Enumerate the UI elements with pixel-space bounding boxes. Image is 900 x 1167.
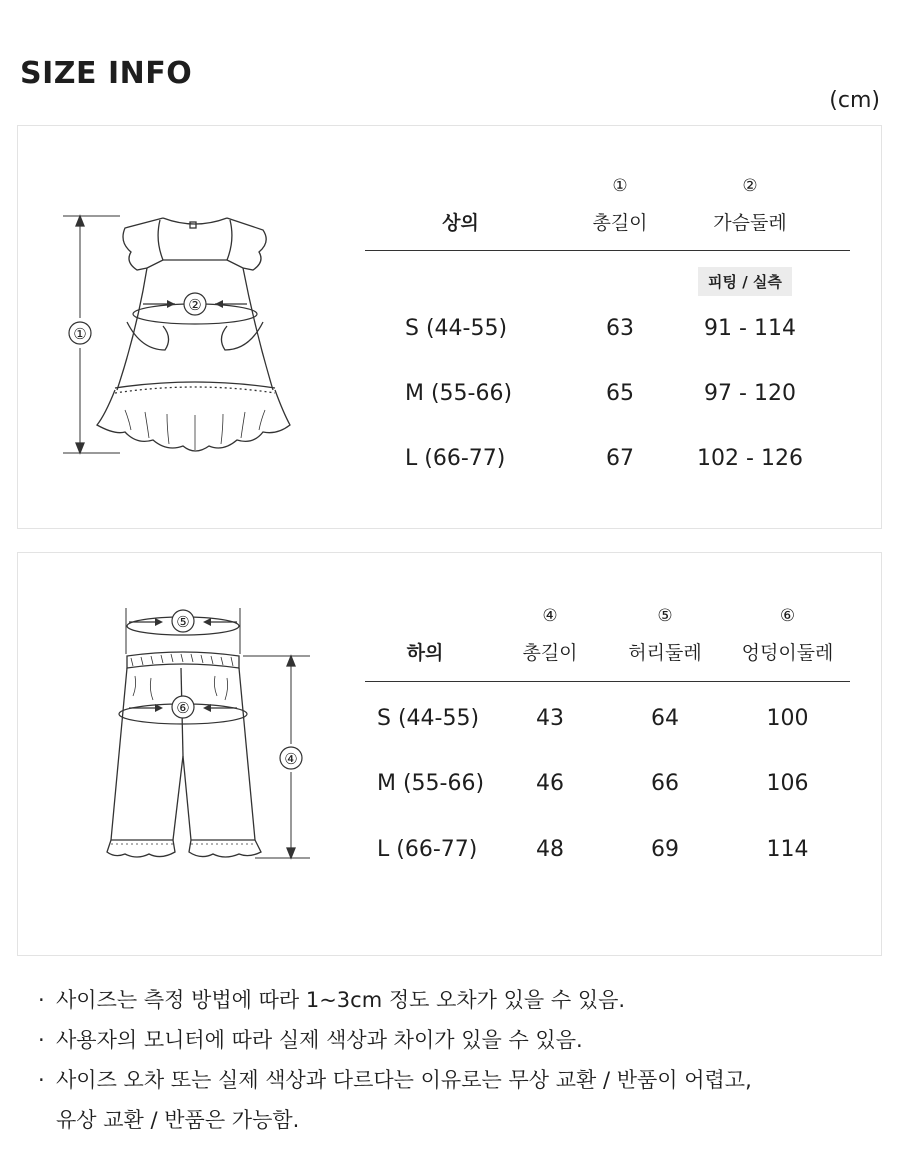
unit-label: (cm) xyxy=(829,88,880,113)
note-continuation: 유상 교환 / 반품은 가능함. xyxy=(56,1108,300,1132)
col-number-length-bottom: ④ xyxy=(542,606,558,626)
note-item xyxy=(38,980,878,1020)
col-header-bottom: 하의 xyxy=(406,642,444,664)
col-number-waist: ⑤ xyxy=(657,606,673,626)
row-size-m-bottom: M (55-66) xyxy=(377,771,485,796)
length-marker: ① xyxy=(73,325,87,343)
row-length-s-bottom: 43 xyxy=(536,706,564,731)
col-header-length: 총길이 xyxy=(592,212,648,234)
col-number-length: ① xyxy=(612,176,628,196)
row-hip-l: 114 xyxy=(766,837,809,862)
row-length-l: 67 xyxy=(606,446,634,471)
dress-illustration xyxy=(45,200,310,480)
row-waist-l: 69 xyxy=(651,837,679,862)
note-item xyxy=(38,1020,878,1060)
row-length-l-bottom: 48 xyxy=(536,837,564,862)
row-size-m: M (55-66) xyxy=(405,381,513,406)
col-header-waist: 허리둘레 xyxy=(628,642,702,664)
row-size-s: S (44-55) xyxy=(405,316,508,341)
col-header-length-bottom: 총길이 xyxy=(522,642,578,664)
dress-drawing xyxy=(63,216,290,453)
waist-marker: ⑤ xyxy=(176,613,190,631)
bottom-size-table xyxy=(365,600,850,890)
row-waist-m: 66 xyxy=(651,771,679,796)
chest-marker: ② xyxy=(188,296,202,314)
row-chest-m: 97 - 120 xyxy=(704,381,796,406)
note-text: 사이즈 오차 또는 실제 색상과 다르다는 이유로는 무상 교환 / 반품이 어렵고, xyxy=(56,1068,752,1092)
row-length-m-bottom: 46 xyxy=(536,771,564,796)
top-size-table xyxy=(365,170,850,490)
note-text: 사이즈는 측정 방법에 따라 1~3cm 정도 오차가 있을 수 있음. xyxy=(56,988,626,1012)
note-text: 사용자의 모니터에 따라 실제 색상과 차이가 있을 수 있음. xyxy=(56,1028,583,1052)
row-hip-s: 100 xyxy=(766,706,809,731)
note-bullet: · xyxy=(38,1028,45,1052)
row-chest-l: 102 - 126 xyxy=(697,446,803,471)
row-size-l-bottom: L (66-77) xyxy=(377,837,478,862)
col-header-hip: 엉덩이둘레 xyxy=(741,642,834,664)
fitting-badge: 피팅 / 실측 xyxy=(698,267,792,296)
col-header-chest: 가슴둘레 xyxy=(713,212,787,234)
length-marker-bottom: ④ xyxy=(284,750,298,768)
note-bullet: · xyxy=(38,1068,45,1092)
hip-marker: ⑥ xyxy=(176,699,190,717)
col-number-hip: ⑥ xyxy=(779,606,796,626)
row-waist-s: 64 xyxy=(651,706,679,731)
page-title: SIZE INFO xyxy=(20,56,193,91)
pants-illustration xyxy=(65,596,340,876)
row-length-m: 65 xyxy=(606,381,634,406)
note-item xyxy=(38,1060,878,1100)
row-size-l: L (66-77) xyxy=(405,446,506,471)
col-number-chest: ② xyxy=(742,176,758,196)
row-chest-s: 91 - 114 xyxy=(704,316,796,341)
pants-drawing xyxy=(107,608,310,858)
row-hip-m: 106 xyxy=(766,771,809,796)
note-bullet: · xyxy=(38,988,45,1012)
header-rule xyxy=(365,250,850,251)
header-rule-bottom xyxy=(365,681,850,682)
notes-list xyxy=(38,980,878,1140)
row-length-s: 63 xyxy=(606,316,634,341)
row-size-s-bottom: S (44-55) xyxy=(377,706,480,731)
col-header-top: 상의 xyxy=(442,212,479,234)
